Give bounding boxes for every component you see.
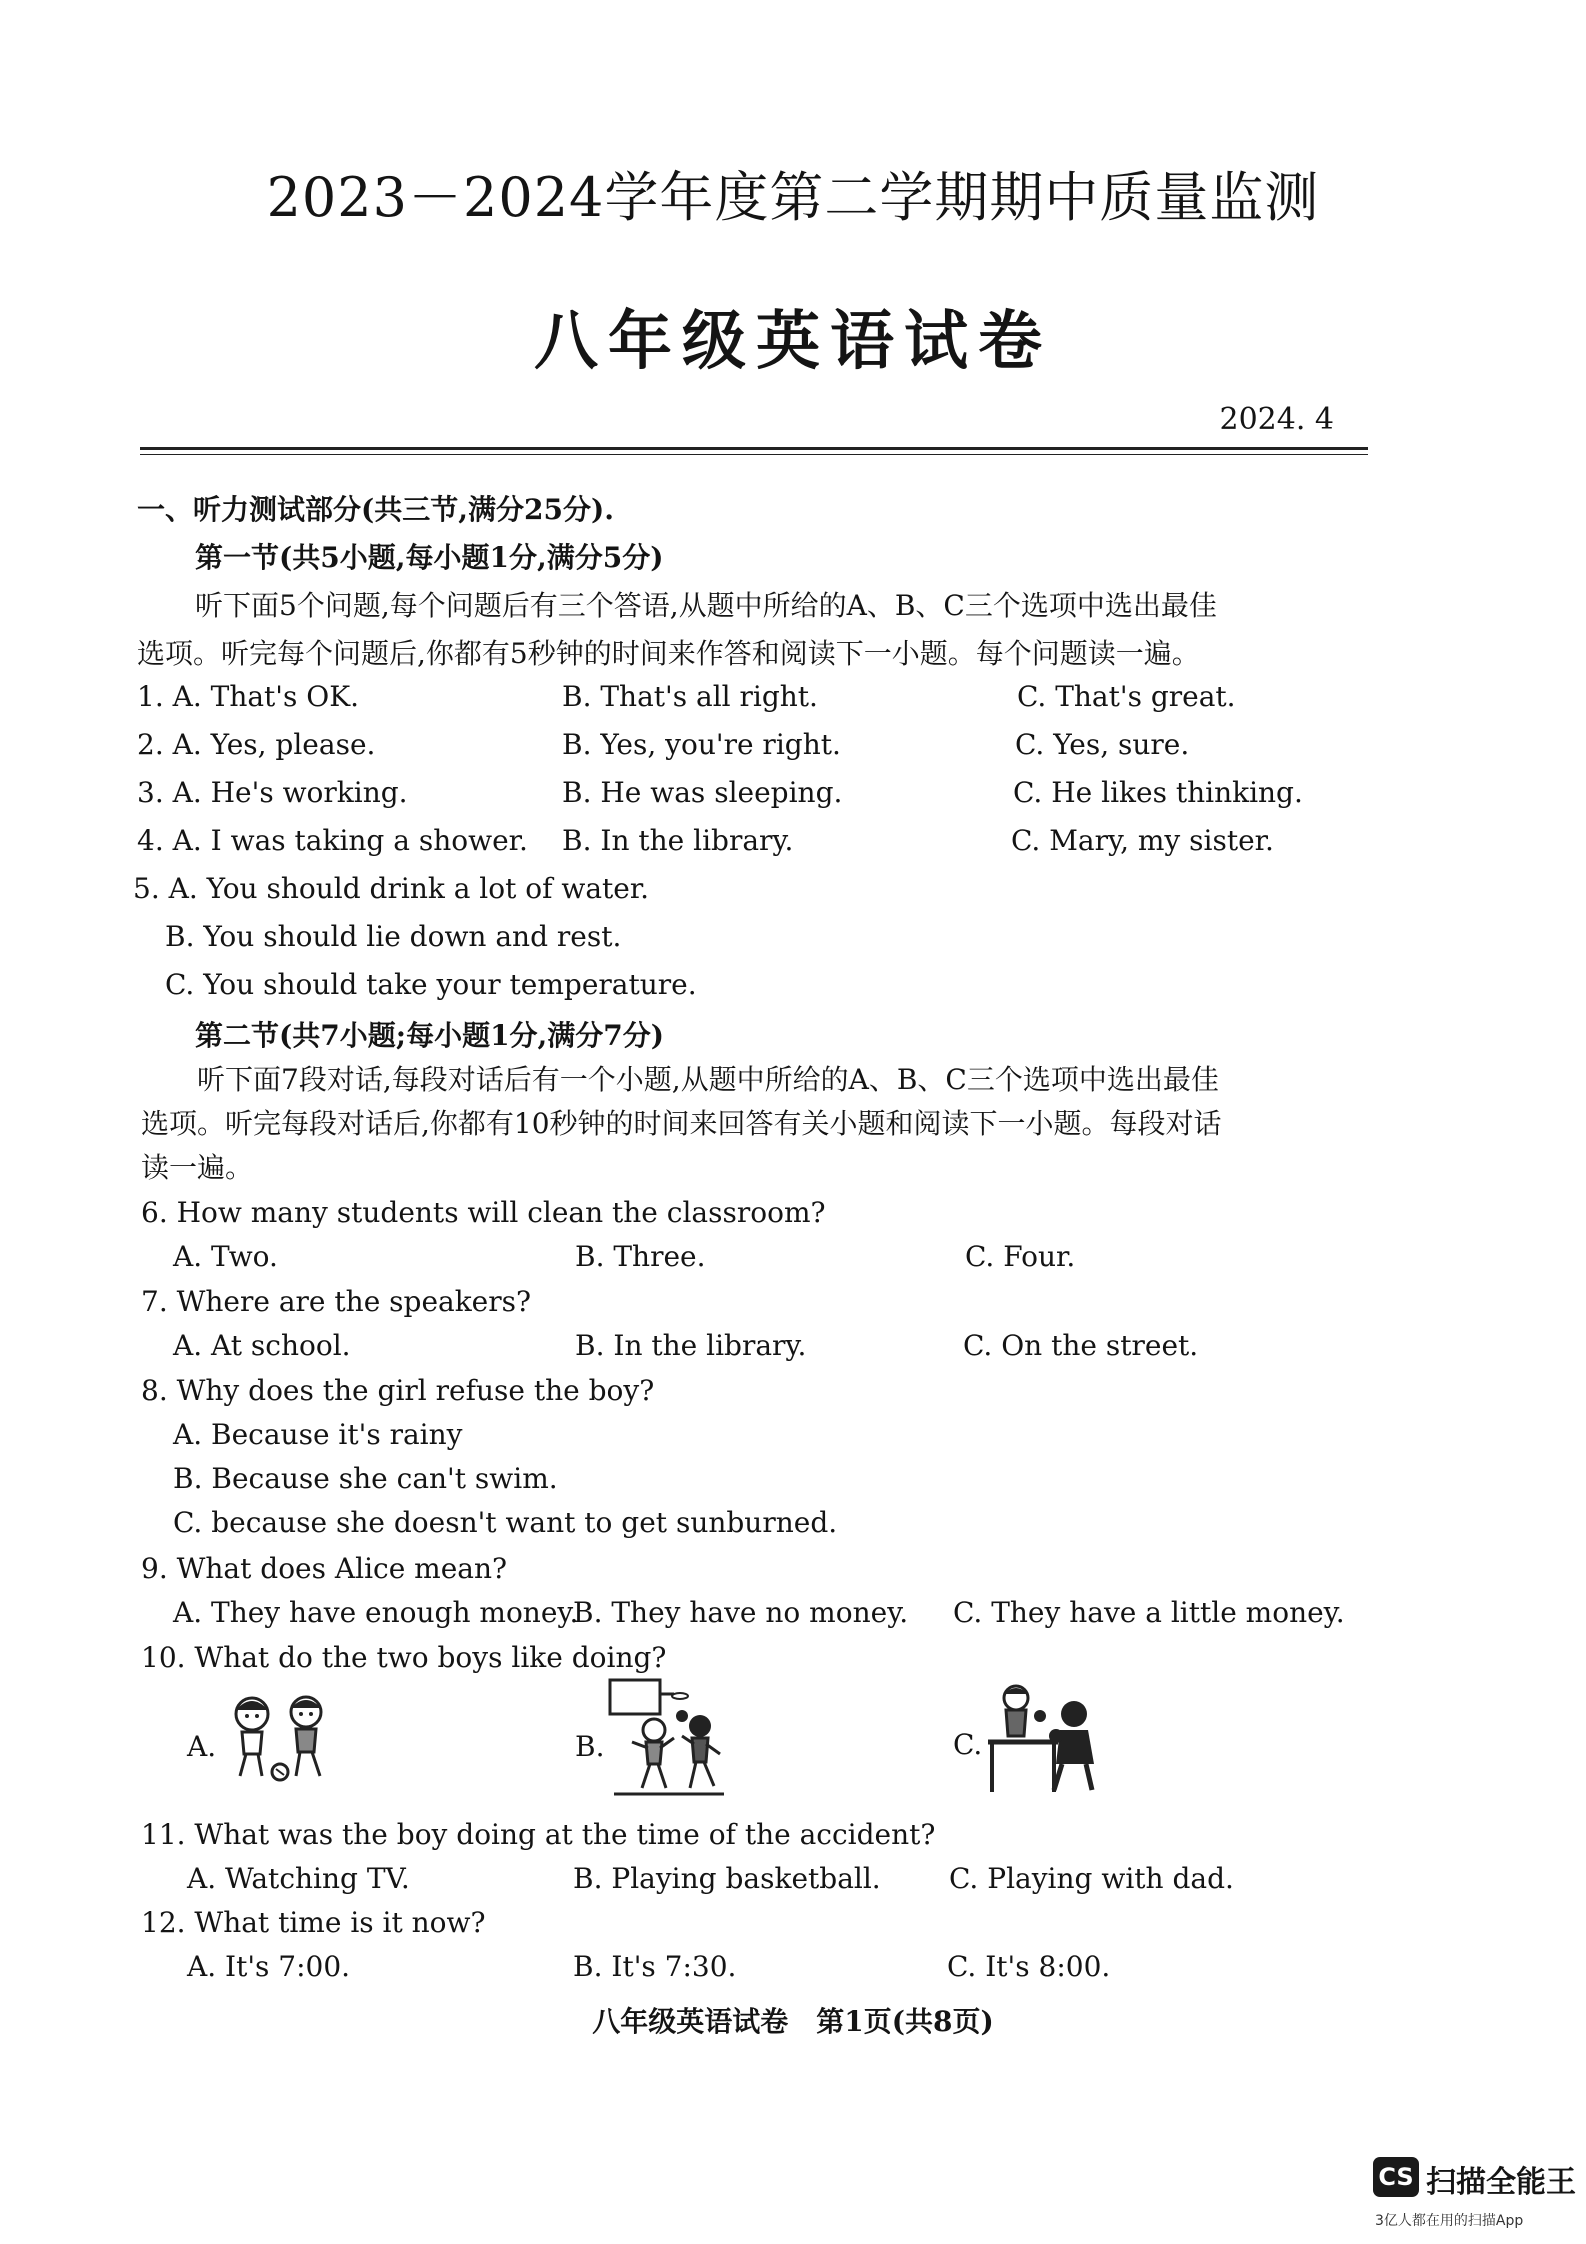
watermark-app-name: 扫描全能王	[1426, 2165, 1576, 2200]
camscanner-logo-icon: CS	[1373, 2157, 1419, 2197]
q12-option-b: B. It's 7:30.	[573, 1950, 737, 1983]
q9-option-a: A. They have enough money.	[173, 1596, 579, 1629]
q11-option-c: C. Playing with dad.	[949, 1862, 1234, 1895]
section2-instructions-line1: 听下面7段对话,每段对话后有一个小题,从题中所给的A、B、C三个选项中选出最佳	[197, 1063, 1219, 1096]
q10-option-c-label: C.	[953, 1728, 983, 1761]
boys-playing-basketball-picture	[604, 1676, 734, 1802]
q5-option-a: 5. A. You should drink a lot of water.	[133, 872, 650, 905]
q10-option-b-label: B.	[575, 1730, 605, 1763]
q4-option-a: 4. A. I was taking a shower.	[137, 824, 528, 857]
watermark-tagline: 3亿人都在用的扫描App	[1375, 2213, 1524, 2229]
q9-option-b: B. They have no money.	[573, 1596, 909, 1629]
boys-playing-soccer-picture	[222, 1692, 342, 1784]
exam-subtitle: 八年级英语试卷	[534, 304, 1052, 379]
exam-title: 2023－2024学年度第二学期期中质量监测	[266, 166, 1320, 229]
q5-option-c: C. You should take your temperature.	[165, 968, 697, 1001]
q1-option-a: 1. A. That's OK.	[137, 680, 360, 713]
q3-option-c: C. He likes thinking.	[1013, 776, 1303, 809]
q12-question: 12. What time is it now?	[141, 1906, 486, 1939]
q8-option-a: A. Because it's rainy	[173, 1418, 463, 1451]
section1-heading: 第一节(共5小题,每小题1分,满分5分)	[195, 541, 664, 574]
q4-option-b: B. In the library.	[562, 824, 794, 857]
q4-option-c: C. Mary, my sister.	[1011, 824, 1274, 857]
part1-heading: 一、听力测试部分(共三节,满分25分).	[137, 493, 614, 526]
q9-question: 9. What does Alice mean?	[141, 1552, 508, 1585]
q2-option-c: C. Yes, sure.	[1015, 728, 1190, 761]
q11-option-a: A. Watching TV.	[187, 1862, 410, 1895]
q11-option-b: B. Playing basketball.	[573, 1862, 881, 1895]
q1-option-b: B. That's all right.	[562, 680, 818, 713]
q1-option-c: C. That's great.	[1017, 680, 1236, 713]
section2-heading: 第二节(共7小题;每小题1分,满分7分)	[195, 1019, 665, 1052]
section2-instructions-line2: 选项。听完每段对话后,你都有10秒钟的时间来回答有关小题和阅读下一小题。每段对话	[141, 1107, 1222, 1140]
q2-option-a: 2. A. Yes, please.	[137, 728, 376, 761]
boys-playing-ping-pong-picture	[982, 1680, 1102, 1800]
section1-instructions-line1: 听下面5个问题,每个问题后有三个答语,从题中所给的A、B、C三个选项中选出最佳	[195, 589, 1217, 622]
q3-option-a: 3. A. He's working.	[137, 776, 408, 809]
q10-option-a-label: A.	[187, 1730, 217, 1763]
q12-option-a: A. It's 7:00.	[187, 1950, 351, 1983]
q12-option-c: C. It's 8:00.	[947, 1950, 1111, 1983]
q6-option-c: C. Four.	[965, 1240, 1076, 1273]
q7-option-b: B. In the library.	[575, 1329, 807, 1362]
header-rule-thin	[140, 454, 1368, 455]
page-footer: 八年级英语试卷 第1页(共8页)	[592, 2005, 994, 2038]
q8-question: 8. Why does the girl refuse the boy?	[141, 1374, 655, 1407]
q3-option-b: B. He was sleeping.	[562, 776, 843, 809]
q5-option-b: B. You should lie down and rest.	[165, 920, 622, 953]
section1-instructions-line2: 选项。听完每个问题后,你都有5秒钟的时间来作答和阅读下一小题。每个问题读一遍。	[137, 637, 1200, 670]
q8-option-b: B. Because she can't swim.	[173, 1462, 558, 1495]
q7-option-c: C. On the street.	[963, 1329, 1199, 1362]
q11-question: 11. What was the boy doing at the time of the accident?	[141, 1818, 936, 1851]
header-rule-thick	[140, 447, 1368, 450]
q8-option-c: C. because she doesn't want to get sunburned.	[173, 1506, 838, 1539]
q10-question: 10. What do the two boys like doing?	[141, 1641, 667, 1674]
q2-option-b: B. Yes, you're right.	[562, 728, 841, 761]
q9-option-c: C. They have a little money.	[953, 1596, 1345, 1629]
q7-option-a: A. At school.	[173, 1329, 351, 1362]
q6-question: 6. How many students will clean the classroom?	[141, 1196, 826, 1229]
q7-question: 7. Where are the speakers?	[141, 1285, 532, 1318]
exam-date: 2024. 4	[1219, 402, 1334, 437]
q6-option-b: B. Three.	[575, 1240, 706, 1273]
section2-instructions-line3: 读一遍。	[141, 1151, 254, 1184]
q6-option-a: A. Two.	[173, 1240, 278, 1273]
